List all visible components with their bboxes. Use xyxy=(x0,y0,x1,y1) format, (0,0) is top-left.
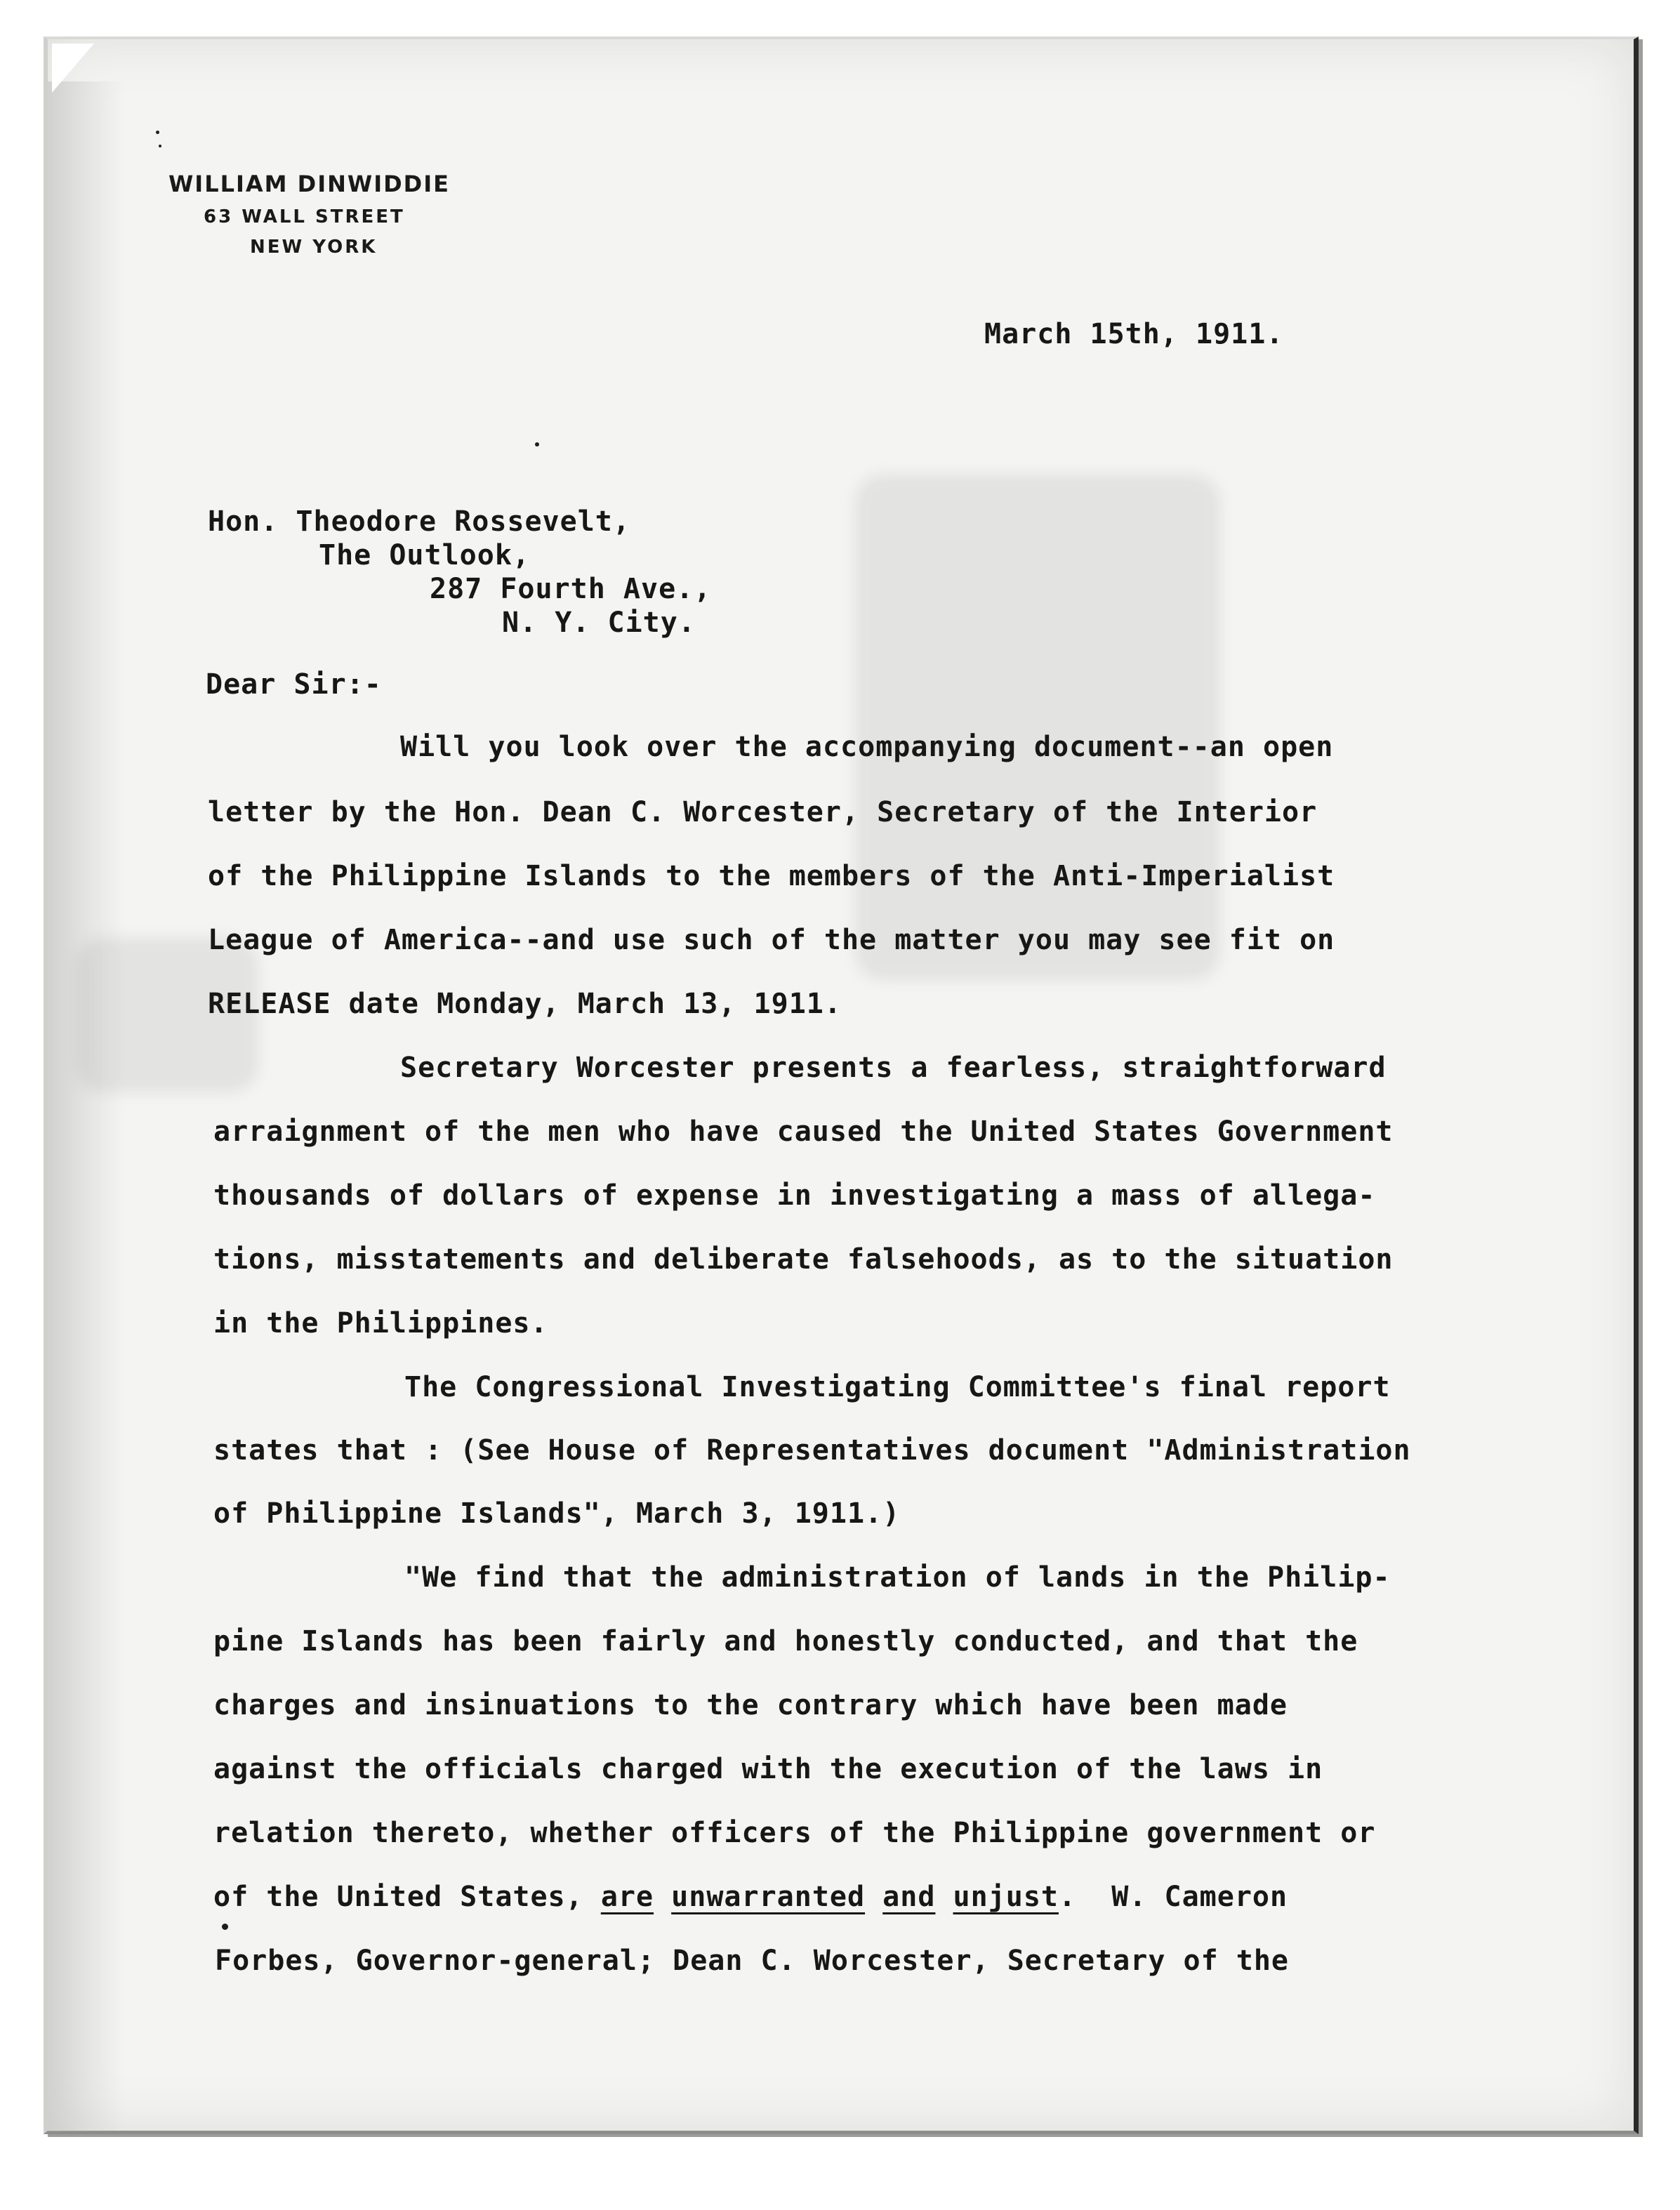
ink-speck xyxy=(156,131,159,134)
underlined-word: unjust xyxy=(953,1881,1059,1913)
folded-corner xyxy=(52,44,94,93)
body-line: Will you look over the accompanying document--an open xyxy=(400,731,1334,763)
body-line: RELEASE date Monday, March 13, 1911. xyxy=(208,988,842,1020)
body-line: of the Philippine Islands to the members of the Anti-Imperialist xyxy=(208,860,1335,892)
recipient-city: N. Y. City. xyxy=(502,607,696,639)
quote-line: against the officials charged with the execution of the laws in xyxy=(213,1753,1323,1785)
text-run xyxy=(654,1881,671,1913)
underlined-word: are xyxy=(600,1881,654,1913)
quote-line: relation thereto, whether officers of the Philippine government or xyxy=(213,1817,1376,1849)
recipient-publication: The Outlook, xyxy=(319,539,530,571)
text-run xyxy=(865,1881,882,1913)
ink-speck xyxy=(535,442,539,446)
body-line: states that : (See House of Representatives document "Administration xyxy=(213,1434,1411,1467)
letterhead-street: 63 WALL STREET xyxy=(204,206,405,227)
ink-speck xyxy=(222,1924,228,1930)
quote-line-underlined xyxy=(213,1883,1288,1911)
paper-shadow xyxy=(48,81,125,2131)
quote-line: Forbes, Governor-general; Dean C. Worcester, Secretary of the xyxy=(215,1945,1290,1977)
quote-line: charges and insinuations to the contrary which have been made xyxy=(213,1689,1288,1721)
text-run: of the United States, xyxy=(213,1881,601,1913)
body-line: Secretary Worcester presents a fearless, straightforward xyxy=(400,1052,1387,1084)
quote-line: "We find that the administration of lands in the Philip- xyxy=(404,1561,1391,1594)
salutation: Dear Sir:- xyxy=(206,668,382,701)
quote-line: pine Islands has been fairly and honestly conducted, and that the xyxy=(213,1625,1358,1658)
recipient-name: Hon. Theodore Rossevelt, xyxy=(208,505,630,538)
text-run xyxy=(935,1881,953,1913)
body-line: The Congressional Investigating Committee's final report xyxy=(404,1371,1391,1403)
underlined-word: unwarranted xyxy=(671,1881,866,1913)
letterhead-city: NEW YORK xyxy=(250,237,378,258)
underlined-word: and xyxy=(882,1881,936,1913)
body-line: letter by the Hon. Dean C. Worcester, Secretary of the Interior xyxy=(208,796,1318,828)
ink-speck xyxy=(159,145,161,147)
body-line: thousands of dollars of expense in investigating a mass of allega- xyxy=(213,1179,1376,1212)
body-line: tions, misstatements and deliberate falsehoods, as to the situation xyxy=(213,1243,1394,1276)
body-line: in the Philippines. xyxy=(213,1307,548,1339)
text-run: . W. Cameron xyxy=(1059,1881,1288,1913)
recipient-street: 287 Fourth Ave., xyxy=(430,573,712,605)
paper-smudge xyxy=(855,475,1220,980)
body-line: League of America--and use such of the matter you may see fit on xyxy=(208,924,1335,956)
body-line: of Philippine Islands", March 3, 1911.) xyxy=(213,1497,901,1530)
letterhead-name: WILLIAM DINWIDDIE xyxy=(168,171,450,197)
body-line: arraignment of the men who have caused the United States Government xyxy=(213,1116,1394,1148)
letter-date: March 15th, 1911. xyxy=(984,318,1284,350)
